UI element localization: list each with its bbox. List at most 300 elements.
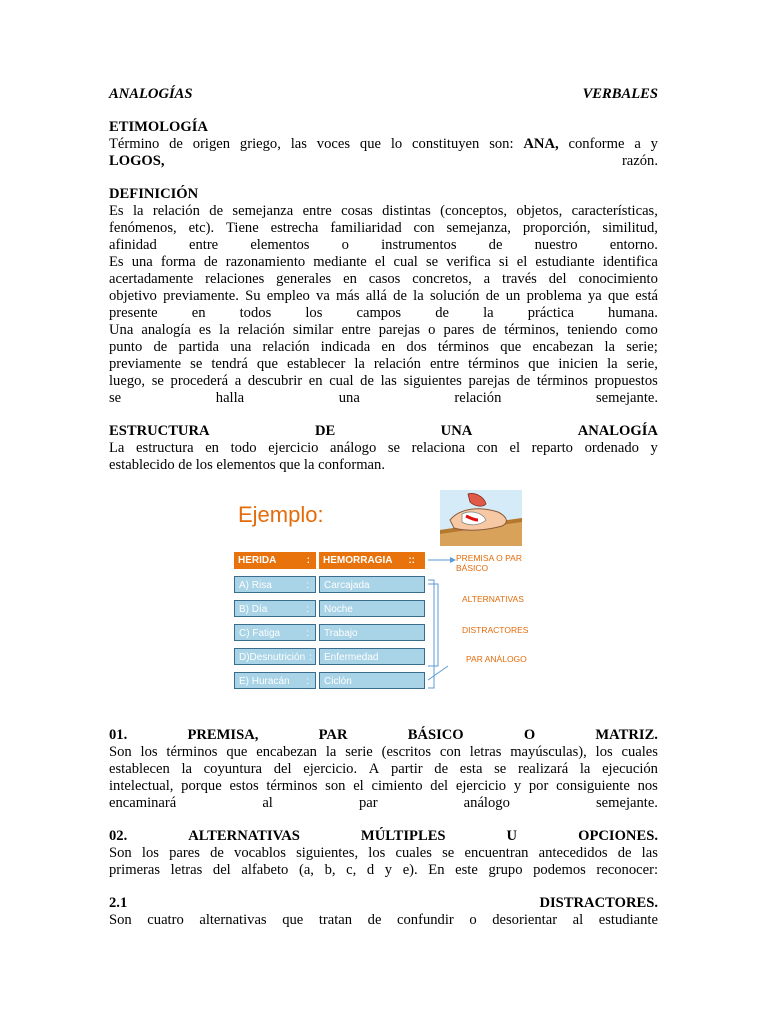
word: entorno.: [609, 237, 658, 253]
word: ANALOGÍA: [577, 423, 658, 439]
word: términos: [266, 778, 318, 794]
word: U: [506, 828, 518, 844]
word: de: [393, 288, 407, 304]
word: tendrá: [211, 356, 248, 372]
word: grupo: [488, 862, 523, 878]
alternative-e-right: Ciclón: [319, 672, 425, 689]
word: cosas: [341, 203, 373, 219]
word: humana.: [608, 305, 658, 321]
word: relaciones: [205, 271, 265, 287]
word: letras: [170, 862, 203, 878]
word: pares: [443, 322, 475, 338]
word: estudiante: [598, 912, 658, 928]
word: se: [442, 845, 455, 861]
premise-left-text: HERIDA: [238, 555, 277, 566]
premisa-line: [109, 761, 658, 778]
word: identifica: [602, 254, 658, 270]
figure-connectors: [228, 488, 548, 698]
word: de: [209, 203, 224, 219]
premisa-line: [109, 795, 658, 812]
premise-right-text: HEMORRAGIA: [323, 555, 393, 566]
word: La: [109, 440, 125, 456]
word: 2.1: [109, 895, 128, 911]
word: UNA: [440, 423, 473, 439]
word: el: [516, 254, 528, 270]
word: indicada: [320, 339, 371, 355]
alt-a-left-text: A) Risa: [239, 580, 272, 591]
note-premisa-line-2: BÁSICO: [456, 563, 489, 573]
word: los: [368, 845, 386, 861]
word: análogo: [330, 440, 377, 456]
word: serie;: [626, 339, 658, 355]
alternative-a-right: Carcajada: [319, 576, 425, 593]
alt-b-sep: :: [306, 604, 309, 615]
definicion-line: [109, 254, 658, 271]
word: entre: [341, 322, 371, 338]
etimologia-line-1: [109, 136, 658, 153]
word: similitud,: [602, 220, 658, 236]
alt-b-left-text: B) Día: [239, 604, 268, 615]
word: tratan: [318, 912, 353, 928]
word: en: [381, 339, 396, 355]
word: encuentran: [464, 845, 529, 861]
word: halla: [215, 390, 245, 406]
definicion-line: [109, 271, 658, 288]
alternativas-heading: [109, 828, 658, 845]
word: una: [338, 390, 360, 406]
word: de: [210, 845, 224, 861]
word: la: [325, 744, 337, 760]
word: las: [641, 845, 658, 861]
word: distintas: [382, 203, 431, 219]
word: e).: [402, 862, 418, 878]
word: la: [483, 305, 494, 321]
word: estrecha: [270, 220, 319, 236]
word: MATRIZ.: [595, 727, 658, 743]
word: luego,: [109, 373, 146, 389]
par-analogo-connector: [428, 666, 448, 680]
word: teniendo: [567, 322, 618, 338]
word: Son: [109, 744, 132, 760]
word: la: [413, 288, 424, 304]
word: de: [435, 305, 449, 321]
word: o: [341, 237, 349, 253]
word: ya: [587, 288, 602, 304]
word: la: [132, 203, 144, 219]
word: que: [528, 356, 550, 372]
word: se: [425, 254, 439, 270]
word: realizará: [517, 761, 569, 777]
word: un: [505, 288, 521, 304]
word: al: [572, 912, 584, 928]
word: pares: [169, 845, 200, 861]
word: como: [625, 322, 658, 338]
word: previamente.: [163, 288, 239, 304]
word: antecedidos: [538, 845, 608, 861]
word: se: [151, 373, 164, 389]
word: relación: [262, 339, 310, 355]
word: semejanza: [232, 203, 294, 219]
word: voces: [316, 136, 351, 152]
word: solución: [429, 288, 480, 304]
word: una: [131, 254, 153, 270]
word: nos: [637, 778, 658, 794]
word: semejante.: [596, 390, 658, 406]
note-premisa: [456, 553, 522, 573]
word: reconocer:: [596, 862, 658, 878]
word: de: [617, 845, 632, 861]
word: acertadamente: [109, 271, 194, 287]
alternative-d-right: Enfermedad: [319, 648, 425, 665]
word: forma: [160, 254, 196, 270]
word: 01.: [109, 727, 128, 743]
word: el: [353, 778, 364, 794]
word: y: [513, 778, 522, 794]
word: porque: [181, 778, 222, 794]
word: inicien: [558, 356, 599, 372]
premisa-line: [109, 744, 658, 761]
logos-term: LOGOS,: [109, 153, 165, 169]
word: lo: [390, 136, 403, 152]
premisa-line: [109, 778, 658, 795]
alt-e-left-text: E) Huracán: [239, 676, 290, 687]
word: una: [230, 339, 252, 355]
word: y: [650, 440, 658, 456]
word: siguientes,: [296, 845, 359, 861]
word: son:: [489, 136, 514, 152]
word: elementos: [250, 237, 310, 253]
analogy-example-figure: [228, 488, 548, 698]
alternative-c-right: Trabajo: [319, 624, 425, 641]
definicion-line: [109, 237, 658, 254]
alt-d-sep: :: [309, 652, 312, 663]
word: MÚLTIPLES: [360, 828, 446, 844]
word: mediante: [313, 254, 367, 270]
word: con: [439, 744, 461, 760]
etimologia-line-2: [109, 153, 658, 170]
definicion-line: [109, 305, 658, 322]
note-premisa-line-1: PREMISA O PAR: [456, 553, 522, 563]
word: concretos,: [412, 271, 472, 287]
word: razonamiento: [225, 254, 306, 270]
word: entre: [429, 356, 460, 372]
word: de: [153, 339, 168, 355]
word: procederá: [170, 373, 229, 389]
word: el: [374, 254, 386, 270]
note-par-analogo: PAR ANÁLOGO: [466, 654, 527, 664]
word: serie,: [626, 356, 658, 372]
word: a: [634, 136, 641, 152]
word: similar: [292, 322, 334, 338]
word: nuestro: [534, 237, 578, 253]
alternatives-bracket: [428, 580, 434, 688]
word: establecer: [286, 356, 346, 372]
word: de: [485, 288, 500, 304]
word: términos: [166, 744, 218, 760]
word: analogía: [141, 322, 191, 338]
word: características,: [571, 203, 658, 219]
word: del: [430, 778, 449, 794]
estructura-line: establecido de los elementos que la conforman.: [109, 457, 385, 473]
alt-c-left-text: C) Fatiga: [239, 628, 281, 639]
word: descubrir: [247, 373, 303, 389]
word: confundir: [397, 912, 454, 928]
word: cimiento: [371, 778, 423, 794]
word: Su: [245, 288, 261, 304]
word: se: [190, 356, 203, 372]
word: serie: [345, 744, 373, 760]
etimologia-heading: ETIMOLOGÍA: [109, 119, 208, 135]
word: proporción,: [522, 220, 591, 236]
word: en: [343, 271, 357, 287]
word: verifica: [446, 254, 491, 270]
word: parejas: [378, 322, 421, 338]
word: si: [498, 254, 509, 270]
word: encaminará: [109, 795, 177, 811]
word: encabezan: [532, 339, 594, 355]
word: que: [256, 356, 278, 372]
word: Término: [109, 136, 160, 152]
word: partida: [178, 339, 219, 355]
word: través: [502, 271, 537, 287]
word: en: [205, 440, 219, 456]
word: relación: [152, 203, 200, 219]
word: cual: [329, 373, 354, 389]
word: siguientes: [403, 373, 462, 389]
word: semejante.: [595, 795, 658, 811]
word: la: [607, 356, 618, 372]
word: par: [358, 795, 378, 811]
word: que: [282, 912, 304, 928]
word: alternativas: [199, 912, 267, 928]
word: los: [305, 305, 323, 321]
word: alfabeto: [241, 862, 289, 878]
word: los: [595, 744, 613, 760]
alt-e-sep: :: [306, 676, 309, 687]
word: estos: [229, 778, 259, 794]
word: podemos: [533, 862, 586, 878]
word: Una: [109, 322, 134, 338]
word: parejas: [468, 373, 510, 389]
word: que: [226, 744, 248, 760]
word: entre: [302, 203, 332, 219]
word: va: [316, 288, 330, 304]
word: todo: [230, 440, 257, 456]
word: es: [198, 322, 212, 338]
word: (escritos: [381, 744, 432, 760]
word: está: [635, 288, 658, 304]
distractors-bracket: [428, 584, 438, 666]
alt-c-sep: :: [306, 628, 309, 639]
word: casos: [368, 271, 401, 287]
word: instrumentos: [381, 237, 457, 253]
definicion-line: [109, 356, 658, 373]
definicion-line: [109, 288, 658, 305]
alt-d-left-text: D)Desnutrición: [239, 652, 306, 663]
word: objetivo: [109, 288, 157, 304]
word: reparto: [531, 440, 573, 456]
word: de: [516, 373, 531, 389]
word: con: [413, 220, 435, 236]
word: son: [325, 778, 346, 794]
word: ejercicio: [268, 440, 319, 456]
word: vocablos: [234, 845, 286, 861]
distractores-line: [109, 912, 658, 929]
word: ESTRUCTURA: [109, 423, 210, 439]
word: en: [308, 373, 323, 389]
word: PAR: [318, 727, 348, 743]
word: campos: [356, 305, 402, 321]
word: estudiante: [535, 254, 595, 270]
word: que: [500, 339, 522, 355]
word: la: [579, 761, 591, 777]
word: las: [380, 373, 397, 389]
premise-separator: :: [306, 555, 310, 566]
word: generales: [276, 271, 332, 287]
word: dos: [406, 339, 427, 355]
word: a: [234, 373, 242, 389]
word: objetos,: [516, 203, 563, 219]
title-left: ANALOGÍAS: [109, 86, 193, 102]
word: DE: [314, 423, 336, 439]
word: En: [428, 862, 445, 878]
word: problema: [526, 288, 582, 304]
word: encabezan: [256, 744, 317, 760]
distractores-heading: [109, 895, 658, 912]
word: cuales: [621, 744, 658, 760]
word: con: [476, 440, 498, 456]
definicion-line: [109, 373, 658, 390]
word: propuestos: [594, 373, 658, 389]
word: c,: [346, 862, 357, 878]
definicion-line: [109, 220, 658, 237]
word: del: [548, 271, 567, 287]
word: 02.: [109, 828, 128, 844]
word: Es: [109, 203, 124, 219]
word: y: [384, 862, 393, 878]
word: Son: [109, 912, 132, 928]
word: más: [336, 288, 360, 304]
word: al: [262, 795, 273, 811]
word: en: [191, 305, 206, 321]
word: allá: [365, 288, 387, 304]
word: de: [488, 237, 503, 253]
premise-double-separator: ::: [408, 555, 415, 566]
word: punto: [109, 339, 143, 355]
word: o: [428, 322, 436, 338]
word: cual: [393, 254, 418, 270]
word: ejercicio: [455, 778, 507, 794]
word: por: [528, 778, 549, 794]
word: griego,: [239, 136, 281, 152]
estructura-line: [109, 440, 658, 457]
word: establecen: [109, 761, 170, 777]
word: los: [141, 845, 159, 861]
word: (a,: [298, 862, 314, 878]
word: afinidad: [109, 237, 157, 253]
word: mayúsculas),: [510, 744, 587, 760]
word: relación: [237, 322, 285, 338]
word: del: [212, 862, 231, 878]
word: la: [604, 339, 616, 355]
word: relación: [373, 356, 421, 372]
alternative-b-right: Noche: [319, 600, 425, 617]
premisa-heading: [109, 727, 658, 744]
word: términos: [437, 339, 489, 355]
word: que: [607, 288, 630, 304]
word: del: [273, 761, 292, 777]
word: de: [367, 912, 382, 928]
word: la: [181, 761, 192, 777]
word: cuales: [395, 845, 432, 861]
word: entre: [188, 237, 219, 253]
word: de: [360, 373, 374, 389]
word: ordenado: [584, 440, 639, 456]
definicion-line: [109, 322, 658, 339]
word: O: [523, 727, 536, 743]
word: relación: [454, 390, 502, 406]
word: fenómenos,: [109, 220, 177, 236]
word: análogo: [463, 795, 510, 811]
word: partir: [391, 761, 423, 777]
word: esta: [459, 761, 483, 777]
word: coyuntura: [203, 761, 263, 777]
word: la: [219, 322, 230, 338]
word: de: [203, 254, 218, 270]
word: se: [109, 390, 122, 406]
word: consiguiente: [556, 778, 630, 794]
word: términos,: [504, 322, 559, 338]
word: relaciona: [411, 440, 466, 456]
word: letras: [469, 744, 502, 760]
word: términos: [468, 356, 520, 372]
definicion-line: [109, 203, 658, 220]
razon-term: razón.: [621, 153, 658, 169]
word: este: [455, 862, 478, 878]
word: A: [368, 761, 380, 777]
word: b,: [324, 862, 336, 878]
word: presente: [109, 305, 158, 321]
alt-a-sep: :: [306, 580, 309, 591]
word: desorientar: [492, 912, 558, 928]
word: PREMISA,: [187, 727, 259, 743]
word: d: [366, 862, 375, 878]
word: Son: [109, 845, 132, 861]
word: primeras: [109, 862, 161, 878]
word: cuatro: [147, 912, 184, 928]
word: previamente: [109, 356, 182, 372]
word: que: [359, 136, 381, 152]
word: el: [509, 440, 521, 456]
word: estructura: [136, 440, 194, 456]
word: DISTRACTORES.: [539, 895, 658, 911]
word: la: [354, 356, 365, 372]
word: (conceptos,: [440, 203, 508, 219]
word: intelectual,: [109, 778, 174, 794]
word: todos: [239, 305, 272, 321]
estructura-heading: [109, 423, 658, 440]
word: constituyen: [412, 136, 480, 152]
word: ALTERNATIVAS: [188, 828, 300, 844]
word: etc).: [188, 220, 215, 236]
word: ejecución: [602, 761, 658, 777]
word: los: [140, 744, 158, 760]
word: de: [434, 761, 449, 777]
word: semejanza,: [446, 220, 511, 236]
word: de: [482, 322, 497, 338]
figure-title: Ejemplo:: [238, 502, 324, 527]
word: de: [169, 136, 183, 152]
